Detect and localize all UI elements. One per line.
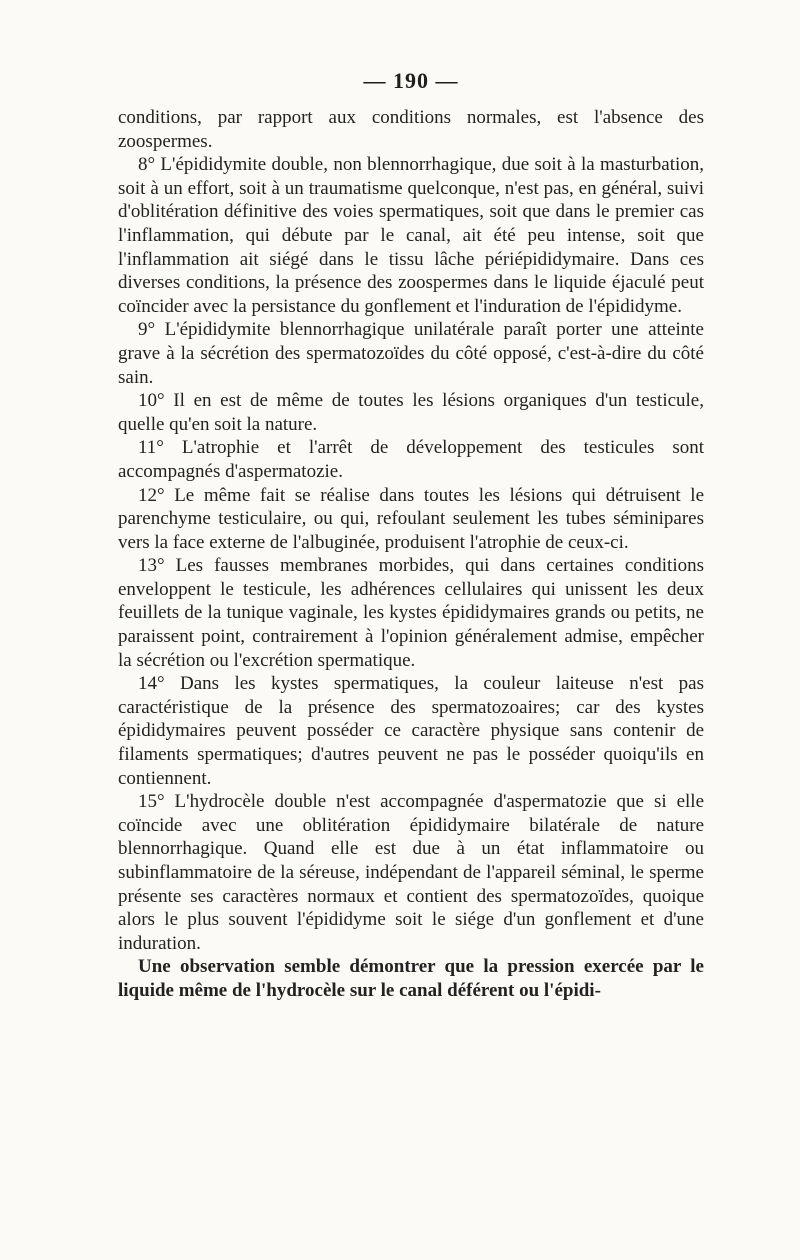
paragraph-8: 8° L'épididymite double, non blennorrhagique, due soit à la masturbation, soit à un effort, soit à un traumatisme quelconque, n'est pas, en général, suivi d'oblitération définitive des voies spermatiques, soit que dans le premier cas l'inflammation, qui débute par le canal, ait été peu intense, soit que l'inflammation ait siégé dans le tissu lâche périépididymaire. Dans ces diverses conditions, la présence des zoospermes dans le liquide éjaculé peut coïncider avec la persistance du gonflement et l'induration de l'épididyme. xyxy=(118,154,704,317)
paragraph-14: 14° Dans les kystes spermatiques, la couleur laiteuse n'est pas caractéristique de la présence des spermatozoaires; car des kystes épididymaires peuvent posséder ce caractère physique sans contenir de filaments spermatiques; d'autres peuvent ne pas le posséder quoiqu'ils en contiennent. xyxy=(118,673,704,789)
paragraph-10: 10° Il en est de même de toutes les lésions organiques d'un testicule, quelle qu'en soit la nature. xyxy=(118,390,704,435)
book-page xyxy=(118,66,704,1003)
page-number: — 190 — xyxy=(363,68,459,93)
paragraph-continuation: conditions, par rapport aux conditions normales, est l'absence des zoospermes. xyxy=(118,107,704,152)
paragraph-15: 15° L'hydrocèle double n'est accompagnée d'aspermatozie que si elle coïncide avec une oblitération épididymaire bilatérale de nature blennorrhagique. Quand elle est due à un état inflammatoire ou subinflammatoire de la séreuse, indépendant de l'appareil séminal, le sperme présente ses caractères normaux et contient des spermatozoïdes, quoique alors le plus souvent l'épididyme soit le siége d'un gonflement et d'une induration. xyxy=(118,791,704,954)
paragraph-11: 11° L'atrophie et l'arrêt de développement des testicules sont accompagnés d'aspermatozie. xyxy=(118,437,704,482)
paragraph-observation: Une observation semble démontrer que la pression exercée par le liquide même de l'hydrocèle sur le canal déférent ou l'épidi- xyxy=(118,956,704,1001)
paragraph-12: 12° Le même fait se réalise dans toutes les lésions qui détruisent le parenchyme testiculaire, ou qui, refoulant seulement les tubes séminipares vers la face externe de l'albuginée, produisent l'atrophie de ceux-ci. xyxy=(118,484,704,553)
paragraph-13: 13° Les fausses membranes morbides, qui dans certaines conditions enveloppent le testicule, les adhérences cellulaires qui unissent les deux feuillets de la tunique vaginale, les kystes épididymaires grands ou petits, ne paraissent point, contrairement à l'opinion généralement admise, empêcher la sécrétion ou l'excrétion spermatique. xyxy=(118,555,704,671)
paragraph-9: 9° L'épididymite blennorrhagique unilatérale paraît porter une atteinte grave à la sécrétion des spermatozoïdes du côté opposé, c'est-à-dire du côté sain. xyxy=(118,319,704,388)
